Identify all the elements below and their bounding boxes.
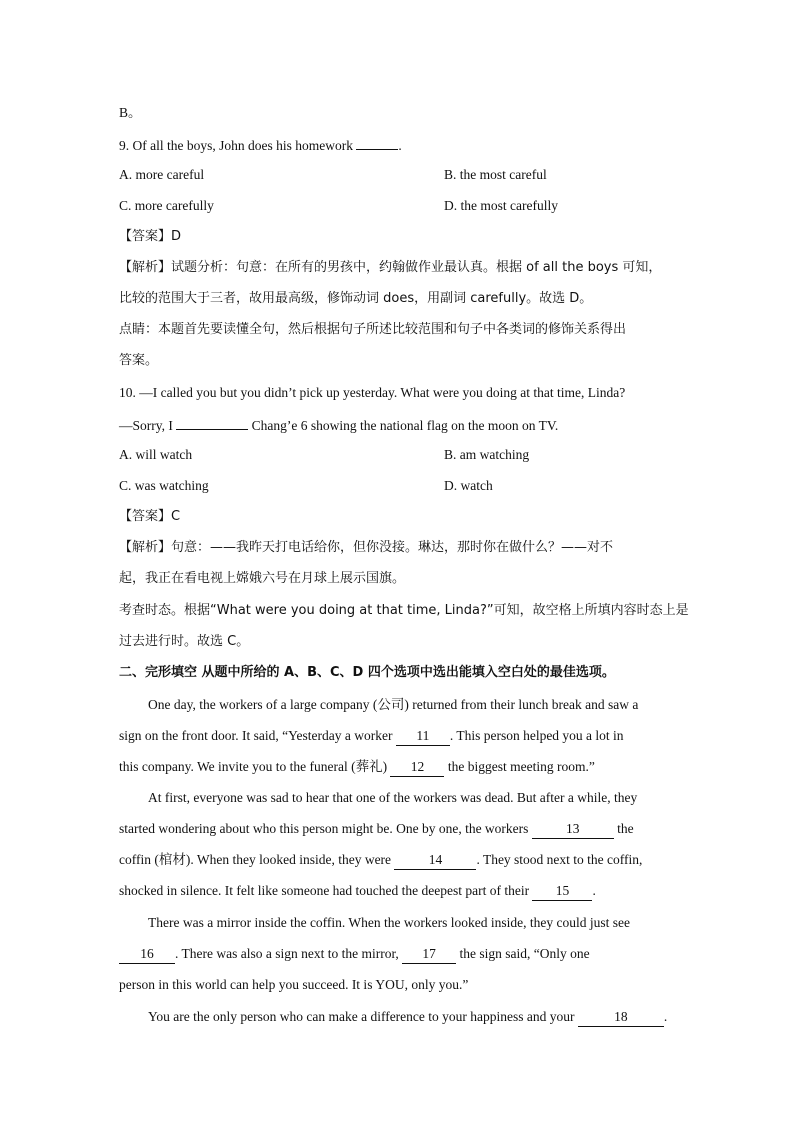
cloze-blank-12: 12 [390, 758, 444, 777]
q9-option-d: D. the most carefully [444, 198, 558, 213]
passage-line: shocked in silence. It felt like someone had touched the deepest part of their 15 . [119, 882, 596, 901]
question-10: 10. —I called you but you didn’t pick up yesterday. What were you doing at that time, Linda? [119, 385, 626, 400]
q9-note: 点睛：本题首先要读懂全句，然后根据句子所述比较范围和句子中各类词的修饰关系得出 [119, 322, 627, 337]
section-heading: 二、完形填空 从题中所给的 A、B、C、D 四个选项中选出能填入空白处的最佳选项。 [119, 665, 615, 680]
cloze-blank-16: 16 [119, 945, 175, 964]
cloze-blank-11: 11 [396, 727, 450, 746]
answer-blank [176, 415, 248, 430]
cloze-blank-17: 17 [402, 945, 456, 964]
q10-analysis: 考查时态。根据“What were you doing at that time, Linda?”可知，故空格上所填内容时态上是 [119, 603, 689, 618]
cloze-blank-15: 15 [532, 882, 592, 901]
passage-line: You are the only person who can make a difference to your happiness and your 18 . [148, 1008, 667, 1027]
q10-analysis: 过去进行时。故选 C。 [119, 634, 250, 649]
passage-line: At first, everyone was sad to hear that one of the workers was dead. But after a while, they [148, 790, 638, 805]
q9-answer: 【答案】D [119, 229, 182, 244]
answer-continuation: B。 [119, 105, 142, 120]
passage-line: started wondering about who this person might be. One by one, the workers 13 the [119, 820, 634, 839]
q9-option-c: C. more carefully [119, 198, 214, 213]
cloze-blank-18: 18 [578, 1008, 664, 1027]
q10-option-a: A. will watch [119, 447, 193, 462]
question-9: 9. Of all the boys, John does his homework . [119, 135, 402, 155]
q9-note: 答案。 [119, 353, 159, 368]
q10-option-d: D. watch [444, 478, 493, 493]
answer-blank [356, 135, 398, 150]
question-10-line-2: —Sorry, I Chang’e 6 showing the national flag on the moon on TV. [119, 415, 558, 435]
q10-answer: 【答案】C [119, 509, 181, 524]
q10-analysis: 起，我正在看电视上嫦娥六号在月球上展示国旗。 [119, 571, 406, 586]
passage-line: There was a mirror inside the coffin. When the workers looked inside, they could just see [148, 915, 630, 930]
cloze-blank-13: 13 [532, 820, 614, 839]
q9-analysis: 【解析】试题分析：句意：在所有的男孩中，约翰做作业最认真。根据 of all the boys 可知， [119, 260, 662, 275]
q9-analysis: 比较的范围大于三者，故用最高级，修饰动词 does，用副词 carefully。故选 D。 [119, 291, 593, 306]
passage-line: One day, the workers of a large company (公司) returned from their lunch break and saw a [148, 697, 639, 712]
passage-line: coffin (棺材). When they looked inside, they were 14 . They stood next to the coffin, [119, 851, 642, 870]
q10-option-b: B. am watching [444, 447, 530, 462]
q10-analysis: 【解析】句意：——我昨天打电话给你，但你没接。琳达，那时你在做什么？——对不 [119, 540, 614, 555]
cloze-blank-14: 14 [394, 851, 476, 870]
q9-option-b: B. the most careful [444, 167, 547, 182]
passage-line: this company. We invite you to the funeral (葬礼) 12 the biggest meeting room.” [119, 758, 595, 777]
q10-option-c: C. was watching [119, 478, 209, 493]
q9-option-a: A. more careful [119, 167, 205, 182]
passage-line: person in this world can help you succeed. It is YOU, only you.” [119, 977, 469, 992]
passage-line: sign on the front door. It said, “Yesterday a worker 11 . This person helped you a lot in [119, 727, 624, 746]
passage-line: 16 . There was also a sign next to the mirror, 17 the sign said, “Only one [119, 945, 590, 964]
